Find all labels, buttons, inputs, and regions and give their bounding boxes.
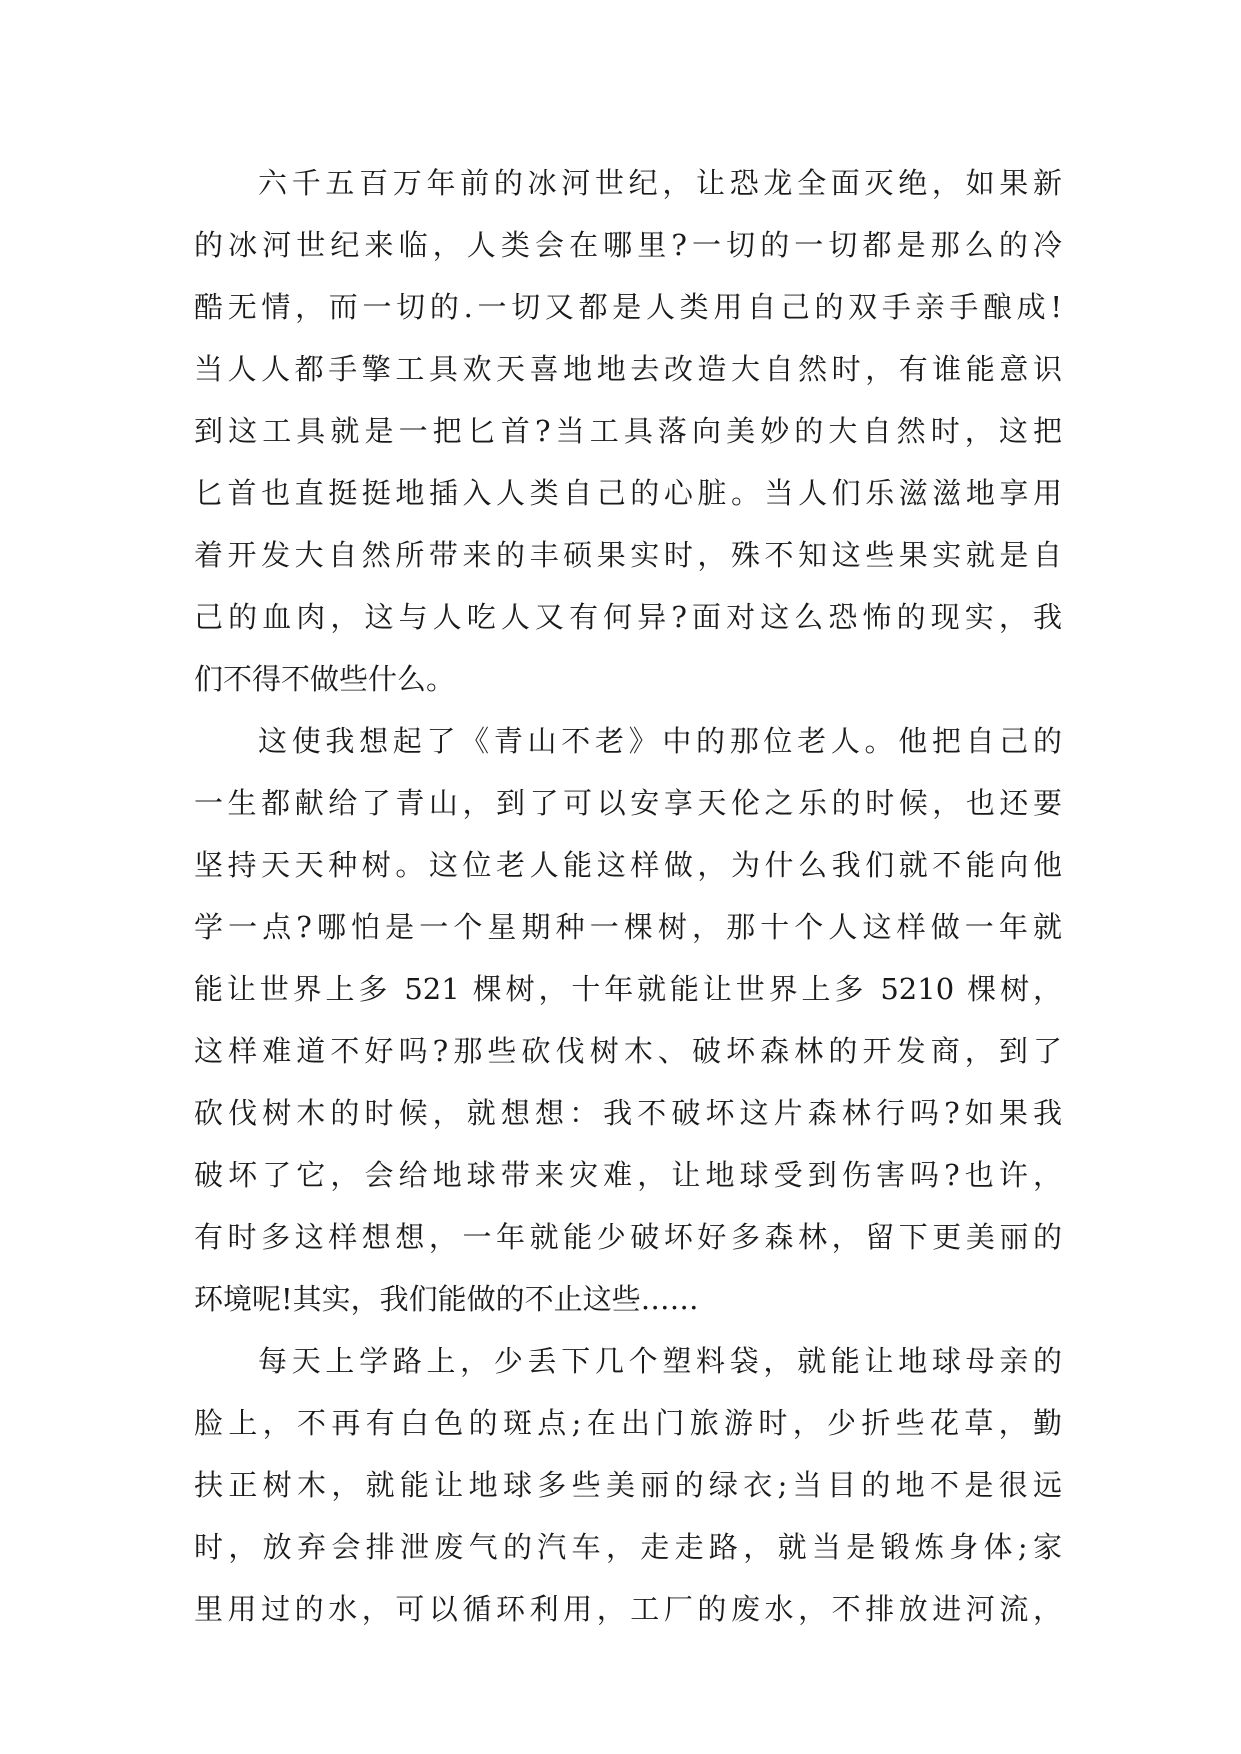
text-line: 每天上学路上，少丢下几个塑料袋，就能让地球母亲的 [258,1344,1062,1378]
text-line: 扶正树木，就能让地球多些美丽的绿衣;当目的地不是很远 [194,1468,1062,1502]
text-line: 匕首也直挺挺地插入人类自己的心脏。当人们乐滋滋地享用 [194,476,1062,510]
text-line: 六千五百万年前的冰河世纪，让恐龙全面灭绝，如果新 [258,166,1062,200]
text-line: 环境呢!其实，我们能做的不止这些…… [194,1282,699,1316]
text-line: 坚持天天种树。这位老人能这样做，为什么我们就不能向他 [194,848,1062,882]
text-line: 一生都献给了青山，到了可以安享天伦之乐的时候，也还要 [194,786,1062,820]
text-line: 当人人都手擎工具欢天喜地地去改造大自然时，有谁能意识 [194,352,1062,386]
text-line: 酷无情，而一切的.一切又都是人类用自己的双手亲手酿成! [194,290,1062,324]
text-line: 的冰河世纪来临，人类会在哪里?一切的一切都是那么的冷 [194,228,1062,262]
text-line: 们不得不做些什么。 [194,662,456,696]
text-line: 破坏了它，会给地球带来灾难，让地球受到伤害吗?也许， [194,1158,1062,1192]
text-line: 己的血肉，这与人吃人又有何异?面对这么恐怖的现实，我 [194,600,1062,634]
paragraph-3 [194,1330,1062,1640]
text-line: 到这工具就是一把匕首?当工具落向美妙的大自然时，这把 [194,414,1062,448]
text-line: 里用过的水，可以循环利用，工厂的废水，不排放进河流， [194,1592,1062,1626]
text-line: 这使我想起了《青山不老》中的那位老人。他把自己的 [258,724,1062,758]
text-line: 砍伐树木的时候，就想想：我不破坏这片森林行吗?如果我 [194,1096,1062,1130]
text-line: 这样难道不好吗?那些砍伐树木、破坏森林的开发商，到了 [194,1034,1062,1068]
text-line: 能让世界上多 521 棵树，十年就能让世界上多 5210 棵树， [194,972,1062,1006]
text-line: 学一点?哪怕是一个星期种一棵树，那十个人这样做一年就 [194,910,1062,944]
text-line: 脸上，不再有白色的斑点;在出门旅游时，少折些花草，勤 [194,1406,1062,1440]
text-line: 着开发大自然所带来的丰硕果实时，殊不知这些果实就是自 [194,538,1062,572]
paragraph-2 [194,710,1062,1330]
text-line: 时，放弃会排泄废气的汽车，走走路，就当是锻炼身体;家 [194,1530,1062,1564]
document-body [194,152,1062,1640]
text-line: 有时多这样想想，一年就能少破坏好多森林，留下更美丽的 [194,1220,1062,1254]
paragraph-1 [194,152,1062,710]
